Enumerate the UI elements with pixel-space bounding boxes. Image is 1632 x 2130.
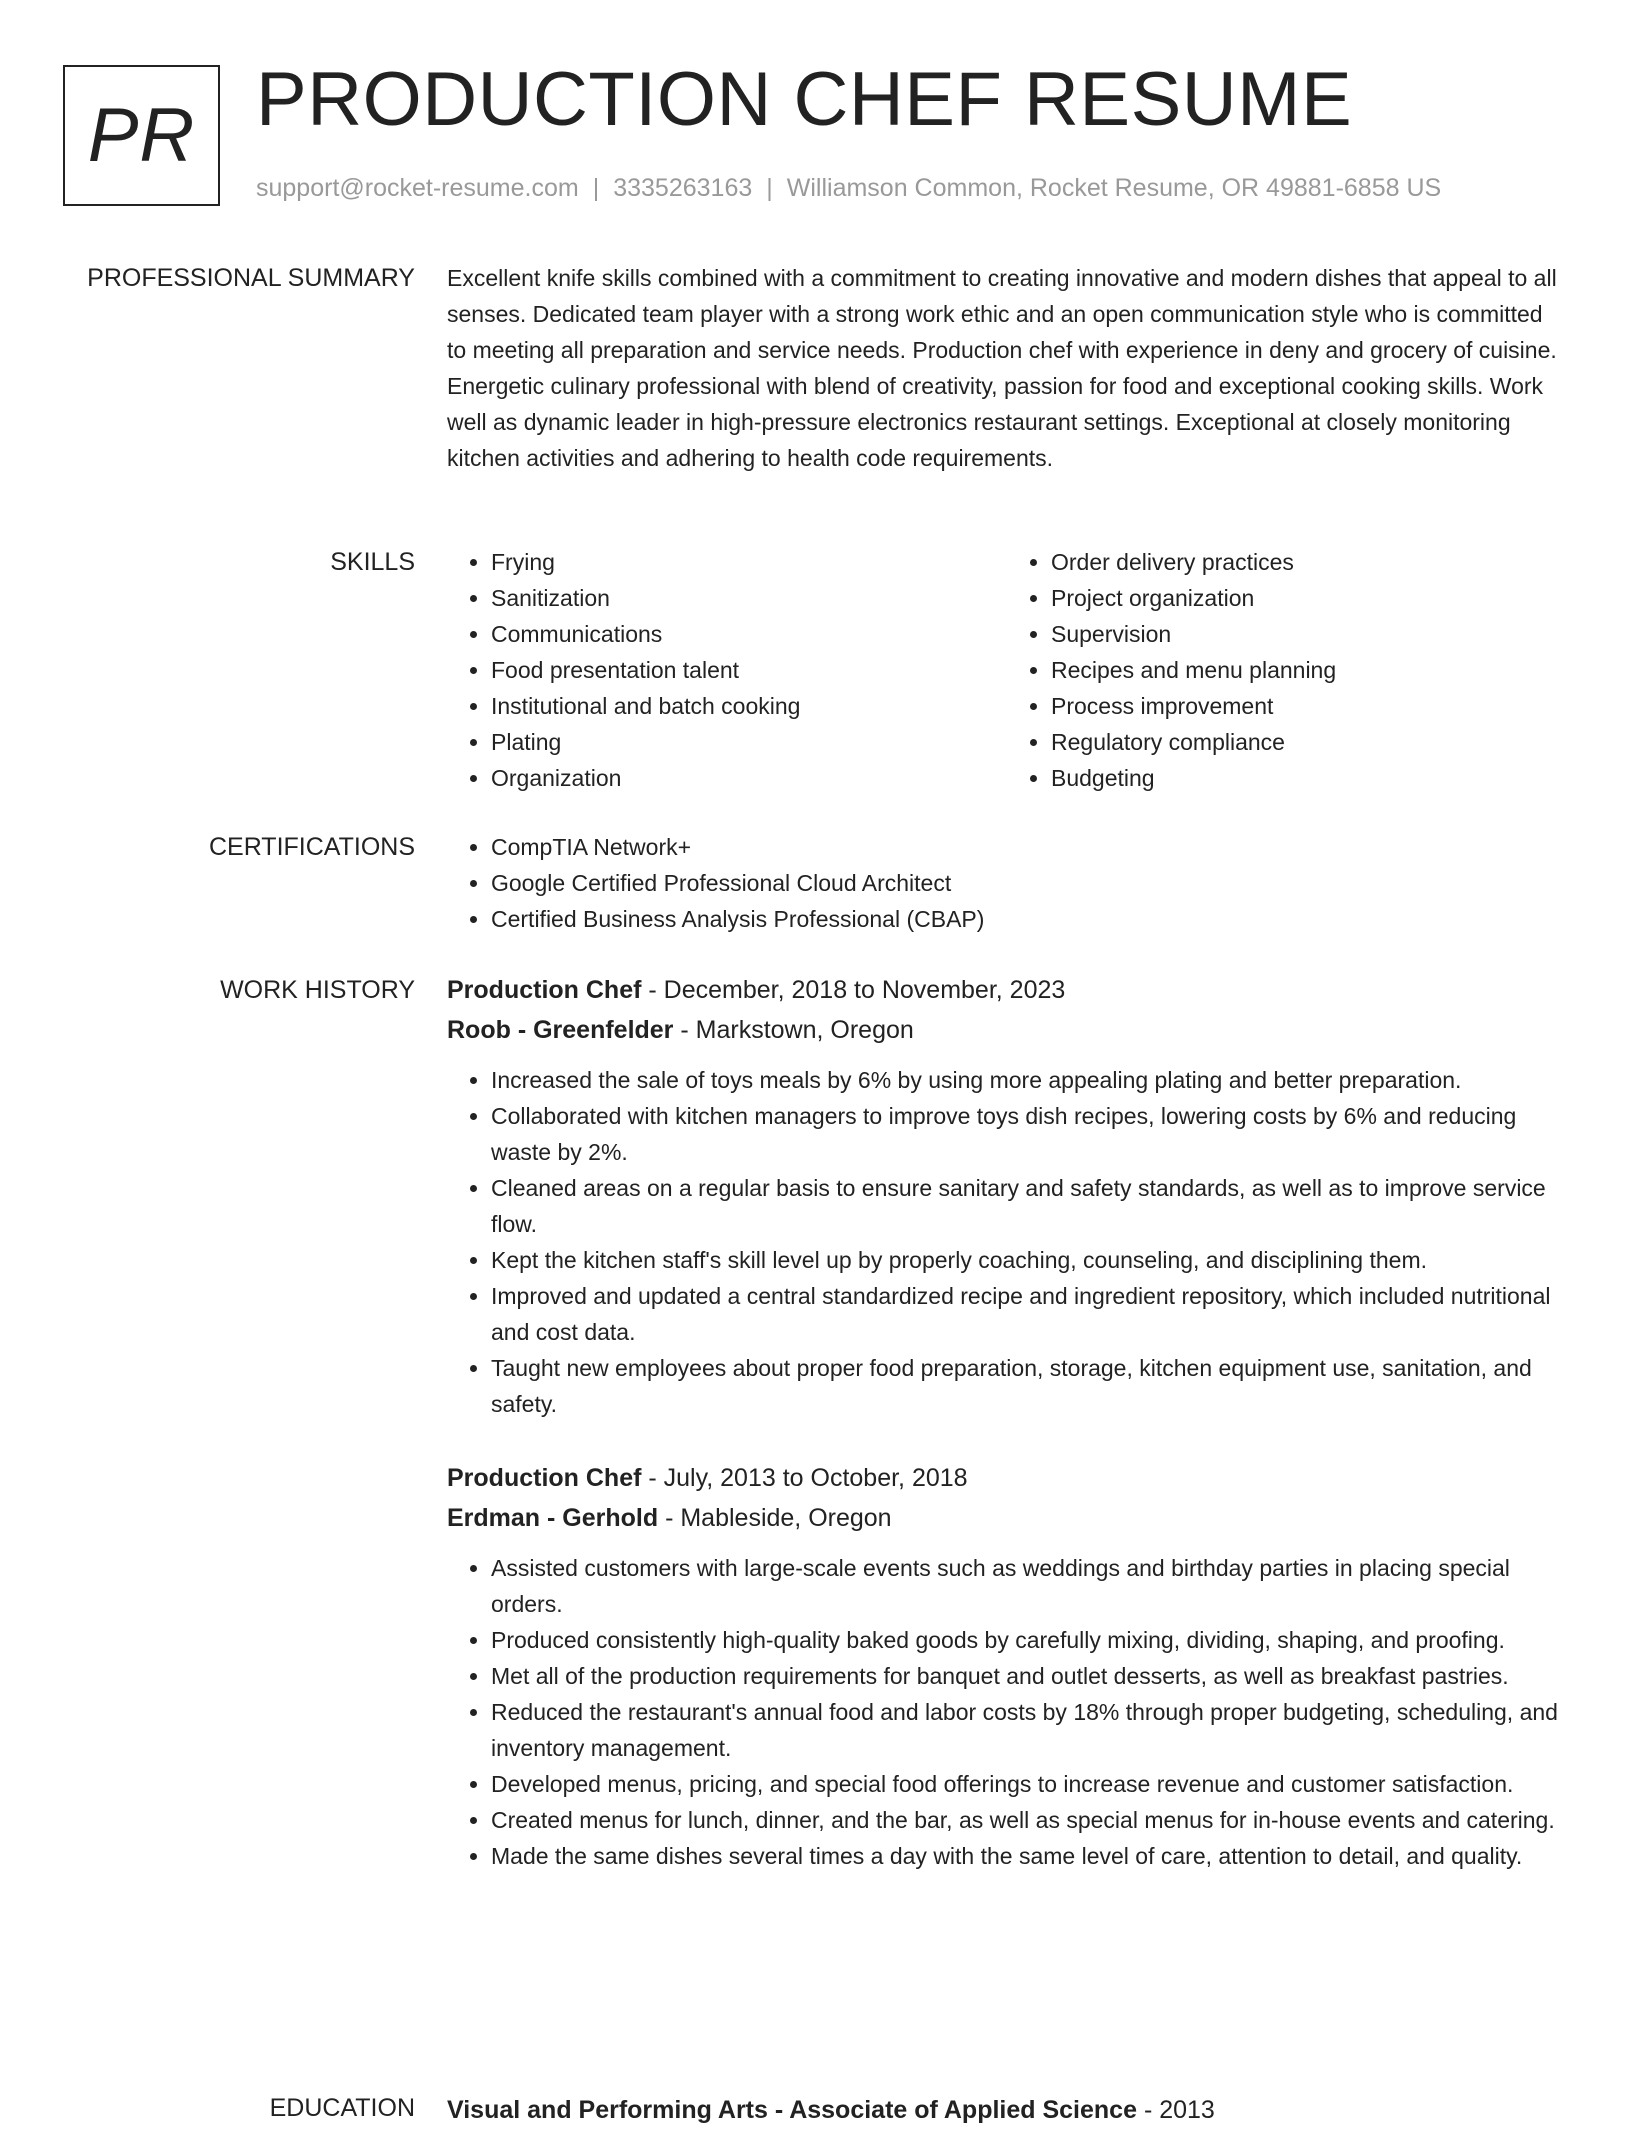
job-bullet: • Developed menus, pricing, and special food offerings to increase revenue and customer satisfaction. [491, 1766, 1567, 1802]
skills-list-right [1007, 544, 1567, 796]
certifications-list [447, 829, 1567, 937]
education-line [447, 2090, 1567, 2130]
contact-address: Williamson Common, Rocket Resume, OR 49881-6858 US [786, 174, 1442, 202]
job-bullet: • Cleaned areas on a regular basis to ensure sanitary and safety standards, as well as to improve service flow. [491, 1170, 1567, 1242]
job-bullet: • Created menus for lunch, dinner, and the bar, as well as special menus for in-house events and catering. [491, 1802, 1567, 1838]
contact-email[interactable]: support@rocket-resume.com [256, 174, 579, 202]
work-history-heading: WORK HISTORY [220, 976, 415, 1004]
job-company-line [447, 1010, 1567, 1050]
job-company-line [447, 1498, 1567, 1538]
skill-item: • Budgeting [1051, 760, 1567, 796]
job-title-line [447, 1458, 1567, 1498]
certifications-heading: CERTIFICATIONS [208, 833, 415, 861]
skill-item: • Communications [491, 616, 1007, 652]
job-bullet: • Assisted customers with large-scale events such as weddings and birthday parties in placing special orders. [491, 1550, 1567, 1622]
certification-item: • Google Certified Professional Cloud Architect [491, 865, 1567, 901]
skill-item: • Food presentation talent [491, 652, 1007, 688]
job-bullet: • Taught new employees about proper food preparation, storage, kitchen equipment use, sanitation, and safety. [491, 1350, 1567, 1422]
job-bullet: • Increased the sale of toys meals by 6% by using more appealing plating and better preparation. [491, 1062, 1567, 1098]
contact-separator: | [592, 174, 600, 202]
contact-separator: | [766, 174, 773, 202]
monogram-box [63, 65, 220, 206]
skill-item: • Order delivery practices [1051, 544, 1567, 580]
job-bullet: • Collaborated with kitchen managers to improve toys dish recipes, lowering costs by 6% and reducing waste by 2%. [491, 1098, 1567, 1170]
job-entry [447, 970, 1567, 1422]
job-bullets [447, 1550, 1567, 1874]
summary-text: Excellent knife skills combined with a commitment to creating innovative and modern dishes that appeal to all senses. Dedicated team player with a strong work ethic and an open communication style who is committed to meeting all preparation and service needs. Production chef with experience in deny and grocery of cuisine. Energetic culinary professional with blend of creativity, passion for food and exceptional cooking skills. Work well as dynamic leader in high-pressure electronics restaurant settings. Exceptional at closely monitoring kitchen activities and adhering to health code requirements. [447, 265, 1557, 471]
job-entry [447, 1458, 1567, 1874]
job-title-line [447, 970, 1567, 1010]
job-bullet: • Kept the kitchen staff's skill level up by properly coaching, counseling, and disciplining them. [491, 1242, 1567, 1278]
education-degree: Visual and Performing Arts - Associate of Applied Science [447, 2096, 1137, 2124]
education-heading: EDUCATION [269, 2094, 415, 2122]
certification-item: • CompTIA Network+ [491, 829, 1567, 865]
job-bullets [447, 1062, 1567, 1422]
job-dates: - July, 2013 to October, 2018 [641, 1464, 968, 1492]
job-title: Production Chef [447, 1464, 642, 1492]
job-bullet: • Made the same dishes several times a day with the same level of care, attention to detail, and quality. [491, 1838, 1567, 1874]
summary-body [447, 260, 1567, 476]
skill-item: • Plating [491, 724, 1007, 760]
skill-item: • Regulatory compliance [1051, 724, 1567, 760]
skill-item: • Institutional and batch cooking [491, 688, 1007, 724]
job-bullet: • Reduced the restaurant's annual food and labor costs by 18% through proper budgeting, scheduling, and inventory management. [491, 1694, 1567, 1766]
certifications-body [447, 829, 1567, 937]
skill-item: • Frying [491, 544, 1007, 580]
skills-heading: SKILLS [330, 548, 415, 576]
work-history-body [447, 970, 1567, 1874]
skill-item: • Organization [491, 760, 1007, 796]
job-company: Erdman - Gerhold [447, 1504, 659, 1532]
job-bullet: • Produced consistently high-quality baked goods by carefully mixing, dividing, shaping, and proofing. [491, 1622, 1567, 1658]
skill-item: • Process improvement [1051, 688, 1567, 724]
job-bullet: • Met all of the production requirements for banquet and outlet desserts, as well as breakfast pastries. [491, 1658, 1567, 1694]
job-bullet: • Improved and updated a central standardized recipe and ingredient repository, which included nutritional and cost data. [491, 1278, 1567, 1350]
job-location: - Mableside, Oregon [658, 1504, 892, 1532]
certification-item: • Certified Business Analysis Professional (CBAP) [491, 901, 1567, 937]
skill-item: • Project organization [1051, 580, 1567, 616]
education-body [447, 2090, 1567, 2130]
summary-heading: PROFESSIONAL SUMMARY [87, 264, 415, 292]
job-company: Roob - Greenfelder [447, 1016, 674, 1044]
job-dates: - December, 2018 to November, 2023 [641, 976, 1066, 1004]
skill-item: • Sanitization [491, 580, 1007, 616]
page-title: PRODUCTION CHEF RESUME [256, 57, 1353, 142]
education-year: - 2013 [1137, 2096, 1215, 2124]
monogram-initials: PR [87, 93, 196, 178]
contact-phone[interactable]: 3335263163 [613, 174, 753, 202]
skill-item: • Supervision [1051, 616, 1567, 652]
job-location: - Markstown, Oregon [673, 1016, 914, 1044]
skills-list-left [447, 544, 1007, 796]
skill-item: • Recipes and menu planning [1051, 652, 1567, 688]
skills-body [447, 544, 1567, 796]
contact-line [256, 174, 1441, 203]
job-title: Production Chef [447, 976, 642, 1004]
